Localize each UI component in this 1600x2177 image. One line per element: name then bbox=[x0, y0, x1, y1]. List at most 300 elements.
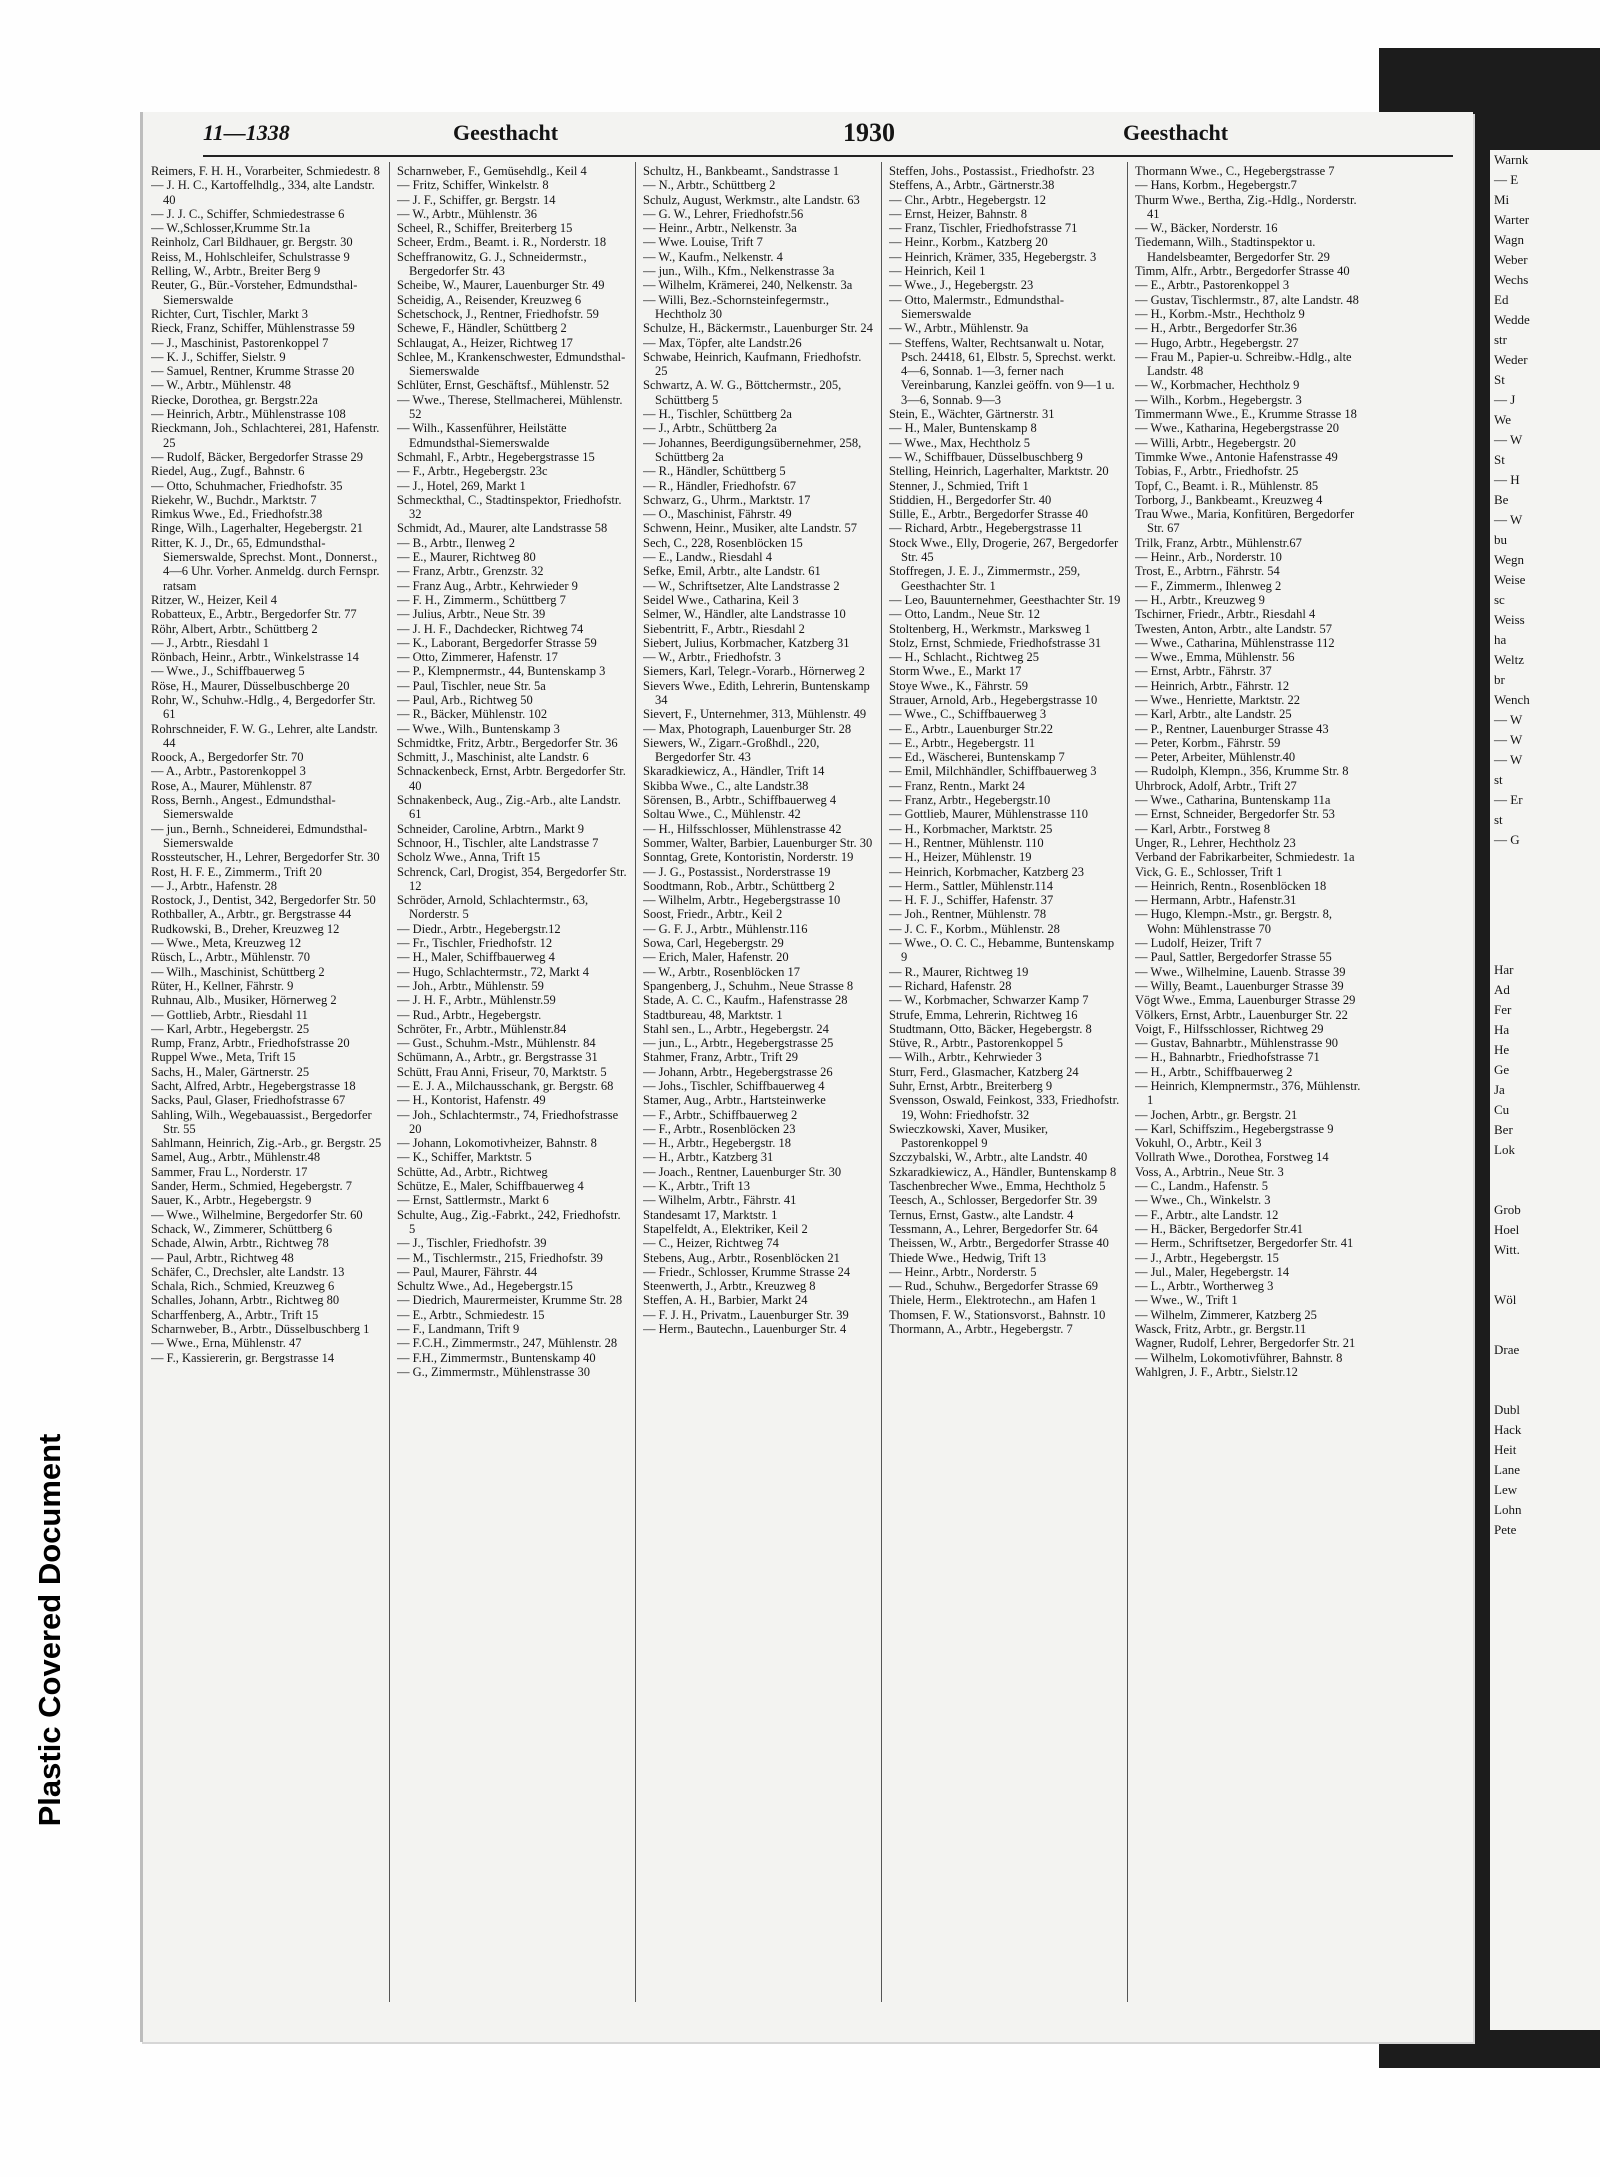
directory-entry: Tiedemann, Wilh., Stadtinspektor u. Handelsbeamter, Bergedorfer Str. 29 bbox=[1135, 235, 1330, 264]
directory-entry: — Rud., Schuhw., Bergedorfer Strasse 69 bbox=[889, 1279, 1098, 1294]
directory-entry: — Heinrich, Arbtr., Mühlenstrasse 108 bbox=[151, 407, 346, 422]
directory-entry: Schümann, A., Arbtr., gr. Bergstrasse 31 bbox=[397, 1050, 598, 1065]
directory-entry: Torborg, J., Bankbeamt., Kreuzweg 4 bbox=[1135, 492, 1323, 507]
directory-entry: Sturr, Ferd., Glasmacher, Katzberg 24 bbox=[889, 1064, 1079, 1079]
directory-entry: — Friedr., Schlosser, Krumme Strasse 24 bbox=[643, 1264, 851, 1279]
directory-entry: Rüter, H., Kellner, Fährstr. 9 bbox=[151, 978, 294, 993]
edge-fragment: Mi bbox=[1494, 192, 1510, 207]
directory-entry: Schetschock, J., Rentner, Friedhofstr. 59 bbox=[397, 306, 599, 321]
edge-fragment: — W bbox=[1494, 512, 1523, 527]
directory-entry: Trilk, Franz, Arbtr., Mühlenstr.67 bbox=[1135, 535, 1302, 550]
edge-fragment: br bbox=[1494, 672, 1505, 687]
directory-entry: Stelling, Heinrich, Lagerhalter, Marktstr. 20 bbox=[889, 464, 1109, 479]
directory-entry: — W., Arbtr., Mühlenstr. 36 bbox=[397, 206, 537, 221]
directory-entry: — R., Maurer, Richtweg 19 bbox=[889, 964, 1029, 979]
directory-entry: — Wwe., Emma, Mühlenstr. 56 bbox=[1135, 650, 1295, 665]
directory-entry: Scharnweber, B., Arbtr., Düsselbuschberg 1 bbox=[151, 1322, 370, 1337]
directory-entry: Szczybalski, W., Arbtr., alte Landstr. 40 bbox=[889, 1150, 1088, 1165]
directory-entry: Rost, H. F. E., Zimmerm., Trift 20 bbox=[151, 864, 322, 879]
directory-entry: Suhr, Ernst, Arbtr., Breiterberg 9 bbox=[889, 1079, 1053, 1093]
edge-fragment: Heit bbox=[1494, 1442, 1517, 1457]
directory-entry: — Wilhelm, Zimmerer, Katzberg 25 bbox=[1135, 1307, 1317, 1322]
directory-entry: — C., Landm., Hafenstr. 5 bbox=[1135, 1179, 1268, 1194]
directory-entry: — Karl, Arbtr., Forstweg 8 bbox=[1135, 821, 1271, 836]
directory-entry: — Richard, Hafenstr. 28 bbox=[889, 978, 1012, 993]
directory-entry: Uhrbrock, Adolf, Arbtr., Trift 27 bbox=[1135, 778, 1297, 793]
directory-entry: — Wilhelm, Arbtr., Fährstr. 41 bbox=[643, 1193, 797, 1208]
directory-entry: — Joach., Rentner, Lauenburger Str. 30 bbox=[643, 1164, 842, 1179]
directory-entry: Rönbach, Heinr., Arbtr., Winkelstrasse 14 bbox=[151, 650, 359, 665]
edge-fragment: Lok bbox=[1494, 1142, 1515, 1157]
directory-entry: Schmeckthal, C., Stadtinspektor, Friedhofstr. 32 bbox=[397, 492, 622, 522]
directory-entry: — jun., Wilh., Kfm., Nelkenstrasse 3a bbox=[643, 264, 835, 279]
directory-entry: — Jochen, Arbtr., gr. Bergstr. 21 bbox=[1135, 1107, 1298, 1122]
directory-entry: — Wwe., J., Hegebergstr. 23 bbox=[889, 278, 1034, 293]
column-divider bbox=[881, 162, 882, 2002]
directory-entry: Sachs, H., Maler, Gärtnerstr. 25 bbox=[151, 1064, 310, 1079]
directory-entry: Riekehr, W., Buchdr., Marktstr. 7 bbox=[151, 492, 317, 507]
directory-entry: — Heinrich, Rentn., Rosenblöcken 18 bbox=[1135, 878, 1327, 893]
directory-entry: Stapelfeldt, A., Elektriker, Keil 2 bbox=[643, 1221, 808, 1236]
directory-entry: — B., Arbtr., Ilenweg 2 bbox=[397, 535, 516, 550]
directory-entry: Schröder, Arnold, Schlachtermstr., 63, Norderstr. 5 bbox=[397, 893, 589, 922]
edge-fragment: Hack bbox=[1494, 1422, 1522, 1437]
directory-entry: Schnoor, H., Tischler, alte Landstrasse 7 bbox=[397, 835, 599, 850]
directory-entry: — Heinr., Arbtr., Norderstr. 5 bbox=[889, 1264, 1037, 1279]
directory-entry: Tobias, F., Arbtr., Friedhofstr. 25 bbox=[1135, 464, 1299, 479]
directory-entry: — Ed., Wäscherei, Buntenskamp 7 bbox=[889, 750, 1065, 765]
directory-entry: — F. H., Zimmerm., Schüttberg 7 bbox=[397, 592, 566, 607]
directory-entry: — Wilh., Arbtr., Kehrwieder 3 bbox=[889, 1050, 1042, 1065]
directory-entry: — Wwe., Katharina, Hegebergstrasse 20 bbox=[1135, 421, 1339, 436]
directory-entry: — N., Arbtr., Schüttberg 2 bbox=[643, 178, 776, 193]
directory-entry: — Wilhelm, Arbtr., Hegebergstrasse 10 bbox=[643, 893, 841, 908]
directory-entry: Stadtbureau, 48, Marktstr. 1 bbox=[643, 1007, 783, 1022]
directory-entry: — Johs., Tischler, Schiffbauerweg 4 bbox=[643, 1079, 825, 1093]
directory-entry: — Wilh., Kassenführer, Heilstätte Edmundsthal-Siemerswalde bbox=[397, 421, 567, 450]
directory-entry: — Heinrich, Arbtr., Fährstr. 12 bbox=[1135, 678, 1290, 693]
directory-entry: — K., Schiffer, Marktstr. 5 bbox=[397, 1150, 532, 1165]
directory-entry: Reiss, M., Hohlschleifer, Schulstrasse 9 bbox=[151, 249, 350, 264]
directory-entry: Teesch, A., Schlosser, Bergedorfer Str. 39 bbox=[889, 1193, 1098, 1208]
directory-entry: Vokuhl, O., Arbtr., Keil 3 bbox=[1135, 1136, 1262, 1151]
directory-entry: — Wwe., Catharina, Mühlenstrasse 112 bbox=[1135, 635, 1335, 650]
directory-entry: Robatteux, E., Arbtr., Bergedorfer Str. 77 bbox=[151, 607, 357, 622]
directory-entry: — H., Tischler, Schüttberg 2a bbox=[643, 407, 792, 422]
directory-entry: — Peter, Korbm., Fährstr. 59 bbox=[1135, 735, 1281, 750]
directory-entry: Scheffranowitz, G. J., Schneidermstr., Bergedorfer Str. 43 bbox=[397, 249, 587, 279]
directory-entry: — W., Schriftsetzer, Alte Landstrasse 2 bbox=[643, 578, 840, 593]
directory-entry: Soodtmann, Rob., Arbtr., Schüttberg 2 bbox=[643, 878, 835, 893]
directory-entry: Sammer, Frau L., Norderstr. 17 bbox=[151, 1164, 308, 1179]
directory-entry: — Otto, Landm., Neue Str. 12 bbox=[889, 607, 1041, 622]
directory-entry: Swieczkowski, Xaver, Musiker, Pastorenkoppel 9 bbox=[889, 1121, 1049, 1151]
directory-entry: Rothballer, A., Arbtr., gr. Bergstrasse 44 bbox=[151, 907, 352, 922]
directory-entry: Scheidig, A., Reisender, Kreuzweg 6 bbox=[397, 292, 582, 307]
directory-page bbox=[140, 112, 1473, 2042]
column-divider bbox=[635, 162, 636, 2002]
directory-entry: Timmke Wwe., Antonie Hafenstrasse 49 bbox=[1135, 449, 1338, 464]
directory-entry: — H., Rentner, Mühlenstr. 110 bbox=[889, 835, 1044, 850]
edge-fragment: Lane bbox=[1494, 1462, 1520, 1477]
directory-entry: Ruppel Wwe., Meta, Trift 15 bbox=[151, 1050, 296, 1065]
directory-entry: — jun., Bernh., Schneiderei, Edmundsthal-Siemerswalde bbox=[151, 821, 368, 850]
edge-fragment: — H bbox=[1494, 472, 1520, 487]
directory-entry: Scharffenberg, A., Arbtr., Trift 15 bbox=[151, 1307, 319, 1322]
directory-entry: — F., Zimmerm., Ihlenweg 2 bbox=[1135, 578, 1282, 593]
directory-entry: Schmahl, F., Arbtr., Hegebergstrasse 15 bbox=[397, 449, 595, 464]
directory-entry: Steffens, A., Arbtr., Gärtnerstr.38 bbox=[889, 178, 1055, 193]
directory-entry: — J. H. F., Arbtr., Mühlenstr.59 bbox=[397, 993, 556, 1008]
directory-entry: Vögt Wwe., Emma, Lauenburger Strasse 29 bbox=[1135, 993, 1356, 1008]
directory-entry: — W., Arbtr., Mühlenstr. 9a bbox=[889, 321, 1029, 336]
directory-entry: Röse, H., Maurer, Düsselbuschberge 20 bbox=[151, 678, 350, 693]
directory-entry: — H., Kontorist, Hafenstr. 49 bbox=[397, 1093, 546, 1108]
directory-entry: Sahling, Wilh., Wegebauassist., Bergedorfer Str. 55 bbox=[151, 1107, 372, 1136]
directory-entry: — Heinrich, Krämer, 335, Hegebergstr. 3 bbox=[889, 249, 1097, 264]
column-divider bbox=[1127, 162, 1128, 2002]
edge-fragment: Wechs bbox=[1494, 272, 1529, 287]
directory-entry: Schack, W., Zimmerer, Schüttberg 6 bbox=[151, 1221, 333, 1236]
directory-entry: — W., Kaufm., Nelkenstr. 4 bbox=[643, 249, 783, 264]
directory-entry: Stahmer, Franz, Arbtr., Trift 29 bbox=[643, 1050, 799, 1065]
directory-entry: — Wwe., O. C. C., Hebamme, Buntenskamp 9 bbox=[889, 936, 1115, 965]
page-title-left: Geesthacht bbox=[453, 120, 559, 145]
edge-fragment: Weder bbox=[1494, 352, 1528, 367]
directory-entry: Roock, A., Bergedorfer Str. 70 bbox=[151, 750, 304, 765]
directory-entry: Schala, Rich., Schmied, Kreuzweg 6 bbox=[151, 1279, 335, 1294]
directory-column-1 bbox=[151, 164, 383, 1994]
edge-fragment: bu bbox=[1494, 532, 1507, 547]
directory-entry: — Heinr., Arbtr., Nelkenstr. 3a bbox=[643, 221, 797, 236]
directory-entry: Schnakenbeck, Aug., Zig.-Arb., alte Landstr. 61 bbox=[397, 793, 621, 822]
directory-entry: — Willi, Arbtr., Hegebergstr. 20 bbox=[1135, 435, 1296, 450]
directory-entry: — H. F. J., Schiffer, Hafenstr. 37 bbox=[889, 893, 1054, 908]
page-title-right: Geesthacht bbox=[1123, 120, 1229, 145]
directory-entry: Siebentritt, F., Arbtr., Riesdahl 2 bbox=[643, 621, 805, 636]
directory-entry: Schulze, H., Bäckermstr., Lauenburger Str. 24 bbox=[643, 321, 873, 336]
directory-entry: — Hugo, Klempn.-Mstr., gr. Bergstr. 8, Wohn: Mühlenstrasse 70 bbox=[1135, 907, 1332, 936]
directory-entry: Relling, W., Arbtr., Breiter Berg 9 bbox=[151, 264, 321, 279]
edge-fragment: — W bbox=[1494, 732, 1523, 747]
edge-fragment: — W bbox=[1494, 752, 1523, 767]
directory-entry: Siebert, Julius, Korbmacher, Katzberg 31 bbox=[643, 635, 850, 650]
directory-entry: Schmitt, J., Maschinist, alte Landstr. 6 bbox=[397, 750, 589, 765]
directory-entry: — Max, Photograph, Lauenburger Str. 28 bbox=[643, 721, 852, 736]
directory-entry: Twesten, Anton, Arbtr., alte Landstr. 57 bbox=[1135, 621, 1333, 636]
directory-entry: Schneider, Caroline, Arbtrn., Markt 9 bbox=[397, 821, 584, 836]
directory-entry: Thiele, Herm., Elektrotechn., am Hafen 1 bbox=[889, 1293, 1097, 1308]
directory-entry: — J., Hotel, 269, Markt 1 bbox=[397, 478, 526, 493]
directory-entry: — H., Arbtr., Schiffbauerweg 2 bbox=[1135, 1064, 1293, 1079]
side-caption bbox=[20, 1433, 80, 1827]
directory-entry: — Samuel, Rentner, Krumme Strasse 20 bbox=[151, 364, 355, 379]
directory-entry: — F.C.H., Zimmermstr., 247, Mühlenstr. 28 bbox=[397, 1336, 618, 1351]
directory-entry: — Franz, Arbtr., Hegebergstr.10 bbox=[889, 793, 1051, 808]
directory-entry: Stenner, J., Schmied, Trift 1 bbox=[889, 478, 1029, 493]
directory-entry: — W.,Schlosser,Krumme Str.1a bbox=[151, 221, 311, 236]
directory-entry: Voss, A., Arbtrin., Neue Str. 3 bbox=[1135, 1164, 1284, 1179]
edge-fragment: Weise bbox=[1494, 572, 1526, 587]
directory-entry: — W., Arbtr., Rosenblöcken 17 bbox=[643, 964, 800, 979]
edge-fragment: Weber bbox=[1494, 252, 1528, 267]
directory-entry: Thormann Wwe., C., Hegebergstrasse 7 bbox=[1135, 164, 1335, 178]
directory-entry: Wagner, Rudolf, Lehrer, Bergedorfer Str. 21 bbox=[1135, 1336, 1356, 1351]
directory-entry: Völkers, Ernst, Arbtr., Lauenburger Str. 22 bbox=[1135, 1007, 1348, 1022]
edge-fragment: Hoel bbox=[1494, 1222, 1520, 1237]
directory-entry: Scheel, R., Schiffer, Breiterberg 15 bbox=[397, 221, 573, 236]
directory-entry: — H., Arbtr., Bergedorfer Str.36 bbox=[1135, 321, 1297, 336]
directory-entry: Schrenck, Carl, Drogist, 354, Bergedorfer Str. 12 bbox=[397, 864, 627, 893]
directory-entry: — Otto, Malermstr., Edmundsthal-Siemerswalde bbox=[889, 292, 1064, 321]
directory-entry: — Wwe., W., Trift 1 bbox=[1135, 1293, 1238, 1308]
directory-entry: — Paul, Maurer, Fährstr. 44 bbox=[397, 1264, 538, 1279]
directory-entry: Scheibe, W., Maurer, Lauenburger Str. 49 bbox=[397, 278, 605, 293]
directory-entry: — R., Händler, Schüttberg 5 bbox=[643, 464, 786, 479]
edge-fragment: Ber bbox=[1494, 1122, 1513, 1137]
directory-entry: — Franz, Rentn., Markt 24 bbox=[889, 778, 1025, 793]
directory-entry: Ritter, K. J., Dr., 65, Edmundsthal-Siemerswalde, Sprechst. Mont., Donnerst., 4—6 Uhr. Vorher. Anmeldg. durch Fernspr. ratsam bbox=[151, 535, 380, 593]
directory-entry: — Wilh., Korbm., Hegebergstr. 3 bbox=[1135, 392, 1302, 407]
directory-entry: Wasck, Fritz, Arbtr., gr. Bergstr.11 bbox=[1135, 1322, 1307, 1337]
directory-entry: Rüsch, L., Arbtr., Mühlenstr. 70 bbox=[151, 950, 311, 965]
directory-entry: Thomsen, F. W., Stationsvorst., Bahnstr. 10 bbox=[889, 1307, 1106, 1322]
header-rule bbox=[203, 155, 1453, 157]
directory-entry: — Wwe., Wilh., Buntenskamp 3 bbox=[397, 721, 560, 736]
page-year: 1930 bbox=[843, 118, 895, 147]
directory-entry: Stüve, R., Arbtr., Pastorenkoppel 5 bbox=[889, 1036, 1063, 1051]
directory-entry: — Hugo, Arbtr., Hegebergstr. 27 bbox=[1135, 335, 1299, 350]
directory-entry: — Gottlieb, Maurer, Mühlenstrasse 110 bbox=[889, 807, 1088, 822]
directory-entry: Schmidt, Ad., Maurer, alte Landstrasse 58 bbox=[397, 521, 608, 536]
directory-entry: Stebens, Aug., Arbtr., Rosenblöcken 21 bbox=[643, 1250, 840, 1265]
directory-entry: Schulz, August, Werkmstr., alte Landstr. 63 bbox=[643, 192, 860, 207]
directory-entry: Thurm Wwe., Bertha, Zig.-Hdlg., Norderstr. 41 bbox=[1135, 192, 1357, 221]
edge-fragment: Witt. bbox=[1494, 1242, 1520, 1257]
directory-entry: — H., Schlacht., Richtweg 25 bbox=[889, 650, 1039, 665]
directory-entry: — Franz, Arbtr., Grenzstr. 32 bbox=[397, 564, 544, 579]
directory-entry: Sommer, Walter, Barbier, Lauenburger Str. 30 bbox=[643, 835, 873, 850]
directory-entry: — Heinr., Arb., Norderstr. 10 bbox=[1135, 550, 1282, 565]
directory-entry: — jun., L., Arbtr., Hegebergstrasse 25 bbox=[643, 1036, 834, 1051]
directory-entry: Sahlmann, Heinrich, Zig.-Arb., gr. Bergstr. 25 bbox=[151, 1136, 382, 1151]
edge-fragment: — G bbox=[1494, 832, 1520, 847]
directory-entry: Stein, E., Wächter, Gärtnerstr. 31 bbox=[889, 407, 1055, 422]
directory-entry: Schalles, Johann, Arbtr., Richtweg 80 bbox=[151, 1293, 340, 1308]
directory-entry: — H., Bäcker, Bergedorfer Str.41 bbox=[1135, 1221, 1303, 1236]
directory-entry: Soltau Wwe., C., Mühlenstr. 42 bbox=[643, 807, 801, 822]
directory-entry: — J. H. F., Dachdecker, Richtweg 74 bbox=[397, 621, 584, 636]
directory-entry: Schewe, F., Händler, Schüttberg 2 bbox=[397, 321, 567, 336]
edge-fragment: We bbox=[1494, 412, 1511, 427]
directory-entry: Schnackenbeck, Ernst, Arbtr. Bergedorfer Str. 40 bbox=[397, 764, 626, 793]
directory-entry: Sacks, Paul, Glaser, Friedhofstrasse 67 bbox=[151, 1093, 346, 1108]
edge-fragment: Grob bbox=[1494, 1202, 1521, 1217]
directory-entry: — Wilh., Maschinist, Schüttberg 2 bbox=[151, 964, 325, 979]
directory-entry: — Johann, Arbtr., Hegebergstrasse 26 bbox=[643, 1064, 833, 1079]
directory-entry: Röhr, Albert, Arbtr., Schüttberg 2 bbox=[151, 621, 318, 636]
directory-entry: — Paul, Arbtr., Richtweg 48 bbox=[151, 1250, 294, 1265]
edge-fragment: Ha bbox=[1494, 1022, 1510, 1037]
directory-entry: Svensson, Oswald, Feinkost, 333, Friedhofstr. 19, Wohn: Friedhofstr. 32 bbox=[889, 1093, 1120, 1122]
directory-entry: Reuter, G., Bür.-Vorsteher, Edmundsthal-Siemerswalde bbox=[151, 278, 358, 307]
directory-entry: — Heinrich, Klempnermstr., 376, Mühlenstr. 1 bbox=[1135, 1079, 1361, 1108]
directory-entry: — Paul, Tischler, neue Str. 5a bbox=[397, 678, 546, 693]
directory-column-3 bbox=[643, 164, 875, 1994]
directory-entry: Ritzer, W., Heizer, Keil 4 bbox=[151, 592, 278, 607]
directory-entry: — F., Arbtr., Hegebergstr. 23c bbox=[397, 464, 548, 479]
directory-entry: Strufe, Emma, Lehrerin, Richtweg 16 bbox=[889, 1007, 1078, 1022]
directory-entry: Rose, A., Maurer, Mühlenstr. 87 bbox=[151, 778, 312, 793]
edge-fragment: Ge bbox=[1494, 1062, 1510, 1077]
directory-entry: Studtmann, Otto, Bäcker, Hegebergstr. 8 bbox=[889, 1021, 1092, 1036]
directory-entry: — Fr., Tischler, Friedhofstr. 12 bbox=[397, 936, 553, 951]
edge-fragment: Weltz bbox=[1494, 652, 1524, 667]
directory-entry: — P., Rentner, Lauenburger Strasse 43 bbox=[1135, 721, 1329, 736]
directory-entry: Trost, E., Arbtrn., Fährstr. 54 bbox=[1135, 564, 1280, 579]
edge-fragment: Pete bbox=[1494, 1522, 1517, 1537]
directory-entry: Schulte, Aug., Zig.-Fabrkt., 242, Friedhofstr. 5 bbox=[397, 1207, 621, 1236]
directory-entry: — Herm., Bautechn., Lauenburger Str. 4 bbox=[643, 1322, 847, 1337]
directory-entry: — K., Laborant, Bergedorfer Strasse 59 bbox=[397, 635, 597, 650]
directory-entry: — C., Heizer, Richtweg 74 bbox=[643, 1236, 779, 1251]
directory-entry: Schwabe, Heinrich, Kaufmann, Friedhofstr. 25 bbox=[643, 349, 862, 379]
directory-entry: — Herm., Schriftsetzer, Bergedorfer Str. 41 bbox=[1135, 1236, 1354, 1251]
directory-entry: — Gottlieb, Arbtr., Riesdahl 11 bbox=[151, 1007, 308, 1022]
directory-entry: — P., Klempnermstr., 44, Buntenskamp 3 bbox=[397, 664, 606, 679]
directory-entry: — Herm., Sattler, Mühlenstr.114 bbox=[889, 878, 1053, 893]
directory-entry: Selmer, W., Händler, alte Landstrasse 10 bbox=[643, 607, 846, 622]
directory-entry: Scheer, Erdm., Beamt. i. R., Norderstr. 18 bbox=[397, 235, 607, 250]
edge-fragment: Ed bbox=[1494, 292, 1509, 307]
directory-entry: Rump, Franz, Arbtr., Friedhofstrasse 20 bbox=[151, 1036, 350, 1051]
directory-entry: — Wilhelm, Lokomotivführer, Bahnstr. 8 bbox=[1135, 1350, 1343, 1365]
directory-entry: Thormann, A., Arbtr., Hegebergstr. 7 bbox=[889, 1322, 1073, 1337]
directory-entry: Sörensen, B., Arbtr., Schiffbauerweg 4 bbox=[643, 793, 837, 808]
directory-entry: — Ernst, Schneider, Bergedorfer Str. 53 bbox=[1135, 807, 1335, 822]
directory-entry: — Rudolph, Klempn., 356, Krumme Str. 8 bbox=[1135, 764, 1349, 779]
directory-entry: — Emil, Milchhändler, Schiffbauerweg 3 bbox=[889, 764, 1097, 779]
directory-entry: Stamer, Aug., Arbtr., Hartsteinwerke bbox=[643, 1093, 826, 1108]
directory-entry: — H., Bahnarbtr., Friedhofstrasse 71 bbox=[1135, 1050, 1320, 1065]
edge-fragment: Lew bbox=[1494, 1482, 1518, 1497]
directory-entry: Voigt, F., Hilfsschlosser, Richtweg 29 bbox=[1135, 1021, 1324, 1036]
edge-fragment: Be bbox=[1494, 492, 1509, 507]
directory-entry: Scharnweber, F., Gemüsehdlg., Keil 4 bbox=[397, 164, 587, 178]
directory-entry: Schütze, E., Maler, Schiffbauerweg 4 bbox=[397, 1179, 584, 1194]
directory-entry: — W., Bäcker, Norderstr. 16 bbox=[1135, 221, 1278, 236]
directory-entry: Storm Wwe., E., Markt 17 bbox=[889, 664, 1022, 679]
directory-entry: Steffen, A. H., Barbier, Markt 24 bbox=[643, 1293, 808, 1308]
directory-entry: — Julius, Arbtr., Neue Str. 39 bbox=[397, 607, 546, 622]
edge-fragment: Ja bbox=[1494, 1082, 1505, 1097]
directory-entry: Sievers Wwe., Edith, Lehrerin, Buntenskamp 34 bbox=[643, 678, 870, 707]
directory-entry: Samel, Aug., Arbtr., Mühlenstr.48 bbox=[151, 1150, 321, 1165]
directory-entry: — Wilhelm, Krämerei, 240, Nelkenstr. 3a bbox=[643, 278, 853, 293]
directory-entry: Topf, C., Beamt. i. R., Mühlenstr. 85 bbox=[1135, 478, 1319, 493]
directory-entry: Ternus, Ernst, Gastw., alte Landstr. 4 bbox=[889, 1207, 1074, 1222]
directory-entry: — K., Arbtr., Trift 13 bbox=[643, 1179, 750, 1194]
directory-entry: — Wwe., J., Schiffbauerweg 5 bbox=[151, 664, 305, 679]
directory-entry: Rimkus Wwe., Ed., Friedhofstr.38 bbox=[151, 507, 323, 522]
directory-entry: — E., Arbtr., Schmiedestr. 15 bbox=[397, 1307, 545, 1322]
directory-entry: Tessmann, A., Lehrer, Bergedorfer Str. 64 bbox=[889, 1221, 1098, 1236]
edge-fragment: Har bbox=[1494, 962, 1514, 977]
directory-entry: — Hans, Korbm., Hegebergstr.7 bbox=[1135, 178, 1297, 193]
directory-entry: — Franz Aug., Arbtr., Kehrwieder 9 bbox=[397, 578, 578, 593]
edge-fragment: Lohn bbox=[1494, 1502, 1522, 1517]
directory-entry: — Wwe., Erna, Mühlenstr. 47 bbox=[151, 1336, 302, 1351]
directory-entry: — G. F. J., Arbtr., Mühlenstr.116 bbox=[643, 921, 808, 936]
directory-entry: — F., Landmann, Trift 9 bbox=[397, 1322, 520, 1337]
directory-entry: — Wwe., Wilhelmine, Bergedorfer Str. 60 bbox=[151, 1207, 363, 1222]
directory-entry: — J. J. C., Schiffer, Schmiedestrasse 6 bbox=[151, 206, 345, 221]
directory-entry: Schultz Wwe., Ad., Hegebergstr.15 bbox=[397, 1279, 573, 1294]
directory-entry: Stoffregen, J. E. J., Zimmermstr., 259, Geesthachter Str. 1 bbox=[889, 564, 1081, 593]
directory-entry: Siemers, Karl, Telegr.-Vorarb., Hörnerweg 2 bbox=[643, 664, 865, 679]
edge-fragment: — W bbox=[1494, 712, 1523, 727]
directory-entry: — J., Arbtr., Hegebergstr. 15 bbox=[1135, 1250, 1279, 1265]
directory-entry: — M., Tischlermstr., 215, Friedhofstr. 39 bbox=[397, 1250, 603, 1265]
directory-entry: — Wwe., Catharina, Buntenskamp 11a bbox=[1135, 793, 1331, 808]
directory-entry: — Paul, Arb., Richtweg 50 bbox=[397, 692, 533, 707]
directory-entry: — H., Heizer, Mühlenstr. 19 bbox=[889, 850, 1032, 865]
directory-entry: — J., Maschinist, Pastorenkoppel 7 bbox=[151, 335, 329, 350]
directory-entry: Sander, Herm., Schmied, Hegebergstr. 7 bbox=[151, 1179, 352, 1194]
directory-entry: — J., Arbtr., Hafenstr. 28 bbox=[151, 878, 278, 893]
column-divider bbox=[389, 162, 390, 2002]
directory-entry: — Wwe., Ch., Winkelstr. 3 bbox=[1135, 1193, 1271, 1208]
directory-entry: — R., Händler, Friedhofstr. 67 bbox=[643, 478, 796, 493]
directory-entry: Seidel Wwe., Catharina, Keil 3 bbox=[643, 592, 799, 607]
edge-fragment: Wöl bbox=[1494, 1292, 1517, 1307]
directory-entry: — Otto, Zimmerer, Hafenstr. 17 bbox=[397, 650, 558, 665]
directory-entry: — Ernst, Arbtr., Fährstr. 37 bbox=[1135, 664, 1272, 679]
directory-entry: Schlee, M., Krankenschwester, Edmundsthal-Siemerswalde bbox=[397, 349, 626, 379]
directory-entry: Rossteutscher, H., Lehrer, Bergedorfer Str. 30 bbox=[151, 850, 380, 865]
directory-entry: — F., Arbtr., Schiffbauerweg 2 bbox=[643, 1107, 798, 1122]
directory-entry: Sowa, Carl, Hegebergstr. 29 bbox=[643, 936, 784, 951]
directory-entry: Sefke, Emil, Arbtr., alte Landstr. 61 bbox=[643, 564, 821, 579]
directory-entry: — Joh., Arbtr., Mühlenstr. 59 bbox=[397, 978, 544, 993]
directory-entry: — Heinrich, Korbmacher, Katzberg 23 bbox=[889, 864, 1085, 879]
directory-entry: — J. C. F., Korbm., Mühlenstr. 28 bbox=[889, 921, 1060, 936]
directory-entry: Sacht, Alfred, Arbtr., Hegebergstrasse 18 bbox=[151, 1079, 356, 1093]
directory-entry: Sievert, F., Unternehmer, 313, Mühlenstr. 49 bbox=[643, 707, 867, 722]
directory-entry: — Wwe., Henriette, Marktstr. 22 bbox=[1135, 692, 1301, 707]
directory-entry: Ringe, Wilh., Lagerhalter, Hegebergstr. 21 bbox=[151, 521, 364, 536]
directory-entry: Unger, R., Lehrer, Hechtholz 23 bbox=[1135, 835, 1296, 850]
directory-entry: Schütt, Frau Anni, Friseur, 70, Marktstr. 5 bbox=[397, 1064, 607, 1079]
directory-entry: Schmidtke, Fritz, Arbtr., Bergedorfer Str. 36 bbox=[397, 735, 618, 750]
directory-entry: Schütte, Ad., Arbtr., Richtweg bbox=[397, 1164, 548, 1179]
directory-entry: — W., Schiffbauer, Düsselbuschberg 9 bbox=[889, 449, 1083, 464]
directory-entry: — H., Arbtr., Kreuzweg 9 bbox=[1135, 592, 1265, 607]
directory-entry: Standesamt 17, Marktstr. 1 bbox=[643, 1207, 778, 1222]
directory-entry: Sauer, K., Arbtr., Hegebergstr. 9 bbox=[151, 1193, 312, 1208]
directory-entry: — G., Zimmermstr., Mühlenstrasse 30 bbox=[397, 1364, 591, 1379]
edge-fragment: Weiss bbox=[1494, 612, 1525, 627]
directory-entry: — Leo, Bauunternehmer, Geesthachter Str. 19 bbox=[889, 592, 1121, 607]
directory-entry: Steenwerth, J., Arbtr., Kreuzweg 8 bbox=[643, 1279, 816, 1294]
edge-fragment: sc bbox=[1494, 592, 1505, 607]
directory-entry: — R., Bäcker, Mühlenstr. 102 bbox=[397, 707, 548, 722]
directory-entry: — Johann, Lokomotivheizer, Bahnstr. 8 bbox=[397, 1136, 597, 1151]
directory-entry: — Peter, Arbeiter, Mühlenstr.40 bbox=[1135, 750, 1296, 765]
directory-entry: Rohr, W., Schuhw.-Hdlg., 4, Bergedorfer Str. 61 bbox=[151, 692, 376, 722]
directory-entry: — Gustav, Tischlermstr., 87, alte Landstr. 48 bbox=[1135, 292, 1359, 307]
directory-entry: Schade, Alwin, Arbtr., Richtweg 78 bbox=[151, 1236, 329, 1251]
